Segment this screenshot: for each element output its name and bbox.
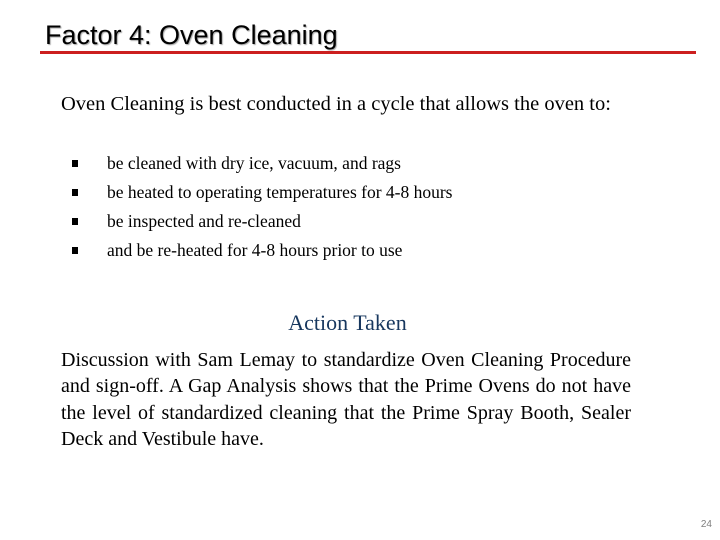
- square-bullet-icon: [72, 247, 78, 254]
- bullet-text: be heated to operating temperatures for 4-8 hours: [107, 182, 453, 202]
- title-underline: [40, 51, 696, 54]
- slide-title: Factor 4: Oven Cleaning: [45, 20, 338, 50]
- action-taken-body: Discussion with Sam Lemay to standardize Oven Cleaning Procedure and sign-off. A Gap Analysis shows that the Prime Ovens do not have the level of standardized cleaning that the Prime Spray Booth, Sealer Deck and Vestibule have.: [61, 349, 631, 450]
- list-item: [70, 178, 453, 207]
- bullet-text: and be re-heated for 4-8 hours prior to use: [107, 240, 403, 260]
- list-item: [70, 207, 453, 236]
- list-item: [70, 236, 453, 265]
- bullet-text: be inspected and re-cleaned: [107, 211, 301, 231]
- list-item: [70, 149, 453, 178]
- action-taken-heading: Action Taken: [288, 310, 407, 335]
- bullet-text: be cleaned with dry ice, vacuum, and rags: [107, 153, 401, 173]
- bullet-list: [70, 149, 453, 265]
- square-bullet-icon: [72, 189, 78, 196]
- page-number: 24: [700, 519, 712, 530]
- square-bullet-icon: [72, 160, 78, 167]
- square-bullet-icon: [72, 218, 78, 225]
- intro-paragraph: Oven Cleaning is best conducted in a cycle that allows the oven to:: [61, 93, 611, 115]
